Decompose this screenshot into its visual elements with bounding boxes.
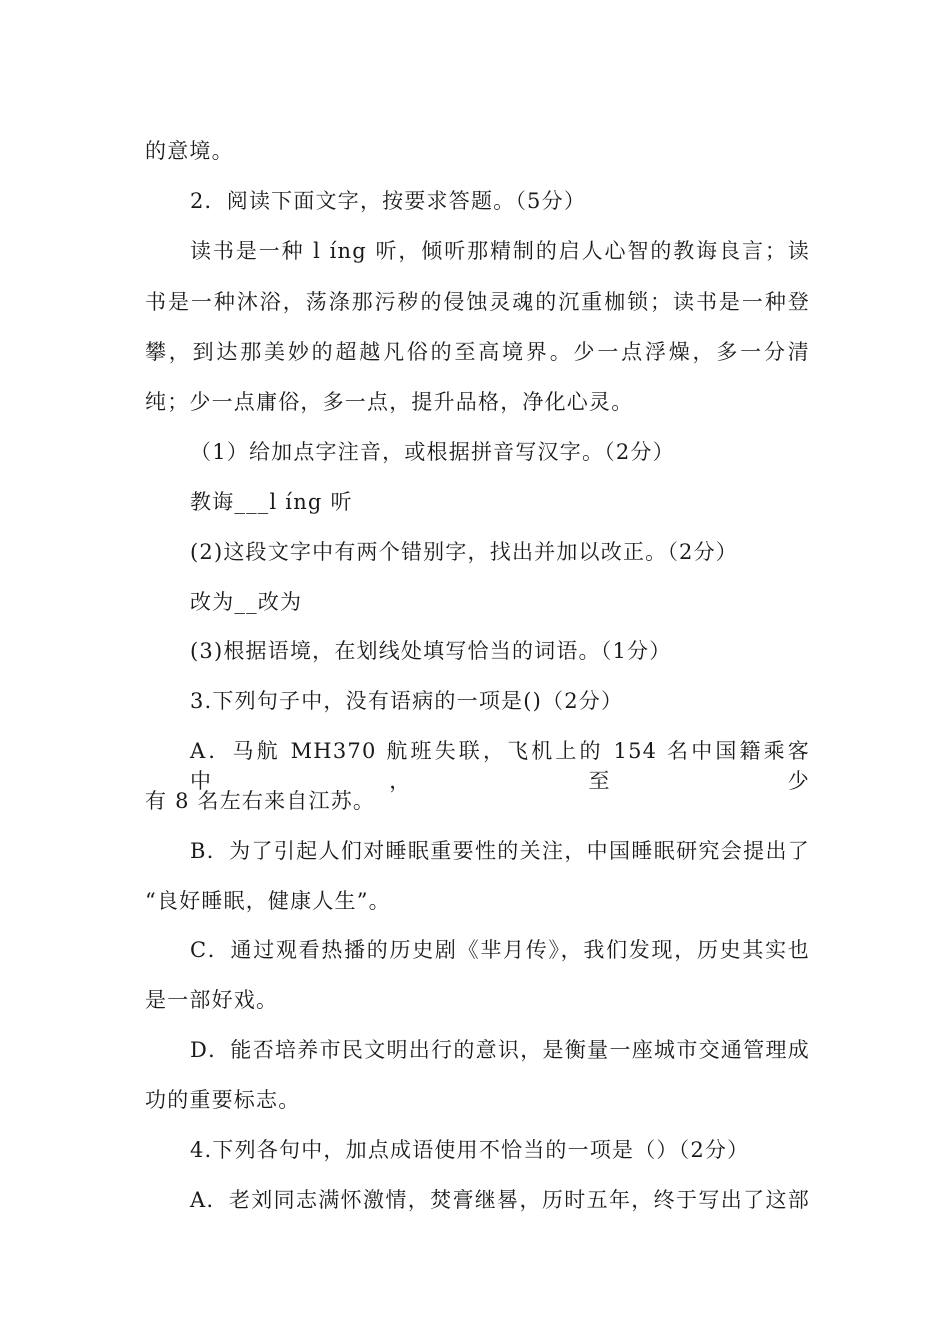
- subquestion-1-answer: 教诲___l íng 听: [190, 490, 353, 514]
- option-3d-line-1: D．能否培养市民文明出行的意识，是衡量一座城市交通管理成: [190, 1038, 810, 1062]
- option-3b-line-1: B．为了引起人们对睡眠重要性的关注，中国睡眠研究会提出了: [190, 839, 810, 863]
- subquestion-2: (2)这段文字中有两个错别字，找出并加以改正。（2分）: [190, 540, 739, 564]
- subquestion-3: (3)根据语境，在划线处填写恰当的词语。（1分）: [190, 639, 672, 663]
- option-3a-line-2: 有 8 名左右来自江苏。: [145, 789, 376, 813]
- text-line-1: 的意境。: [145, 139, 234, 163]
- passage-line-2: 书是一种沐浴，荡涤那污秽的侵蚀灵魂的沉重枷锁；读书是一种登: [145, 290, 810, 314]
- option-4a-line-1: A．老刘同志满怀激情，焚膏继晷，历时五年，终于写出了这部: [190, 1188, 810, 1212]
- passage-line-1: 读书是一种 l íng 听，倾听那精制的启人心智的教诲良言；读: [190, 239, 810, 263]
- option-3c-line-2: 是一部好戏。: [145, 988, 279, 1012]
- subquestion-2-answer: 改为__改为: [190, 590, 303, 614]
- question-3-heading: 3.下列句子中，没有语病的一项是()（2分）: [190, 689, 624, 713]
- subquestion-1: （1）给加点字注音，或根据拼音写汉字。（2分）: [190, 440, 675, 464]
- option-3b-line-2: “良好睡眠，健康人生”。: [145, 889, 391, 913]
- option-3a-line-1: A．马航 MH370 航班失联，飞机上的 154 名中国籍乘客中，至少: [190, 739, 810, 793]
- passage-line-3: 攀，到达那美妙的超越凡俗的至高境界。少一点浮燥，多一分清: [145, 340, 810, 364]
- question-2-heading: 2．阅读下面文字，按要求答题。（5分）: [190, 189, 587, 213]
- option-3d-line-2: 功的重要标志。: [145, 1088, 301, 1112]
- passage-line-4: 纯；少一点庸俗，多一点，提升品格，净化心灵。: [145, 390, 634, 414]
- option-3c-line-1: C．通过观看热播的历史剧《芈月传》，我们发现，历史其实也: [190, 938, 810, 962]
- question-4-heading: 4.下列各句中，加点成语使用不恰当的一项是（）（2分）: [190, 1138, 750, 1162]
